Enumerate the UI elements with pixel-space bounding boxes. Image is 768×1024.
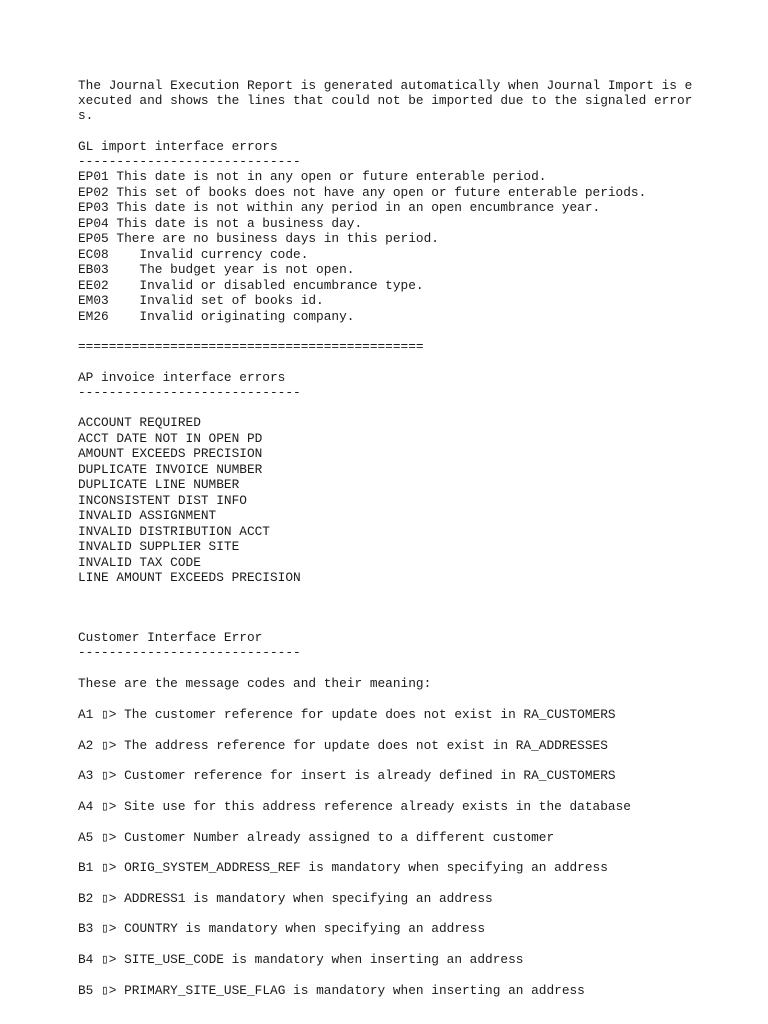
customer-section-title: Customer Interface Error	[78, 630, 263, 645]
gl-section-title: GL import interface errors	[78, 139, 278, 154]
intro-line-2: xecuted and shows the lines that could not be imported due to the signaled error	[78, 93, 693, 108]
gl-error-item: EP04 This date is not a business day.	[78, 215, 363, 231]
gl-section-underline: -----------------------------	[78, 154, 301, 169]
ap-error-item: LINE AMOUNT EXCEEDS PRECISION	[78, 570, 301, 585]
ap-error-item: INCONSISTENT DIST INFO	[78, 492, 247, 508]
intro-line-3: s.	[78, 108, 94, 123]
customer-message-code: A1 ▯> The customer reference for update does not exist in RA_CUSTOMERS	[78, 707, 616, 722]
gl-error-item: EP03 This date is not within any period in an open encumbrance year.	[78, 200, 601, 215]
ap-section-title: AP invoice interface errors	[78, 370, 286, 385]
gl-error-item: EB03 The budget year is not open.	[78, 262, 355, 277]
ap-error-item: INVALID ASSIGNMENT	[78, 508, 217, 523]
gl-error-item: EP02 This set of books does not have any open or future enterable periods.	[78, 184, 647, 200]
intro-line-1: The Journal Execution Report is generated automatically when Journal Import is e	[78, 78, 693, 93]
customer-message-code: A3 ▯> Customer reference for insert is already defined in RA_CUSTOMERS	[78, 768, 616, 783]
gl-error-item: EM26 Invalid originating company.	[78, 308, 355, 324]
ap-error-item: INVALID SUPPLIER SITE	[78, 539, 240, 554]
customer-message-code: B1 ▯> ORIG_SYSTEM_ADDRESS_REF is mandatory when specifying an address	[78, 860, 608, 875]
ap-error-item: DUPLICATE LINE NUMBER	[78, 477, 240, 492]
ap-error-item: INVALID TAX CODE	[78, 554, 201, 570]
customer-message-code: A5 ▯> Customer Number already assigned to a different customer	[78, 830, 555, 845]
customer-section-underline: -----------------------------	[78, 645, 301, 660]
gl-error-item: EP01 This date is not in any open or future enterable period.	[78, 169, 547, 184]
ap-error-item: AMOUNT EXCEEDS PRECISION	[78, 446, 263, 461]
customer-section-intro: These are the message codes and their meaning:	[78, 676, 432, 691]
ap-error-item: INVALID DISTRIBUTION ACCT	[78, 523, 270, 539]
gl-error-item: EE02 Invalid or disabled encumbrance type.	[78, 277, 424, 293]
gl-error-item: EC08 Invalid currency code.	[78, 246, 309, 262]
ap-section-underline: -----------------------------	[78, 385, 301, 400]
gl-error-item: EP05 There are no business days in this period.	[78, 231, 439, 246]
customer-message-code: B3 ▯> COUNTRY is mandatory when specifying an address	[78, 921, 486, 936]
ap-error-item: ACCOUNT REQUIRED	[78, 415, 201, 430]
section-separator: =============================================	[78, 339, 424, 354]
gl-error-item: EM03 Invalid set of books id.	[78, 293, 324, 308]
ap-error-item: DUPLICATE INVOICE NUMBER	[78, 461, 263, 477]
customer-message-code: A2 ▯> The address reference for update does not exist in RA_ADDRESSES	[78, 738, 608, 753]
customer-message-code: B2 ▯> ADDRESS1 is mandatory when specifying an address	[78, 891, 493, 906]
customer-message-code: B4 ▯> SITE_USE_CODE is mandatory when inserting an address	[78, 952, 524, 967]
customer-message-code: B5 ▯> PRIMARY_SITE_USE_FLAG is mandatory when inserting an address	[78, 983, 585, 998]
customer-message-code: A4 ▯> Site use for this address reference already exists in the database	[78, 799, 631, 814]
ap-error-item: ACCT DATE NOT IN OPEN PD	[78, 430, 263, 446]
